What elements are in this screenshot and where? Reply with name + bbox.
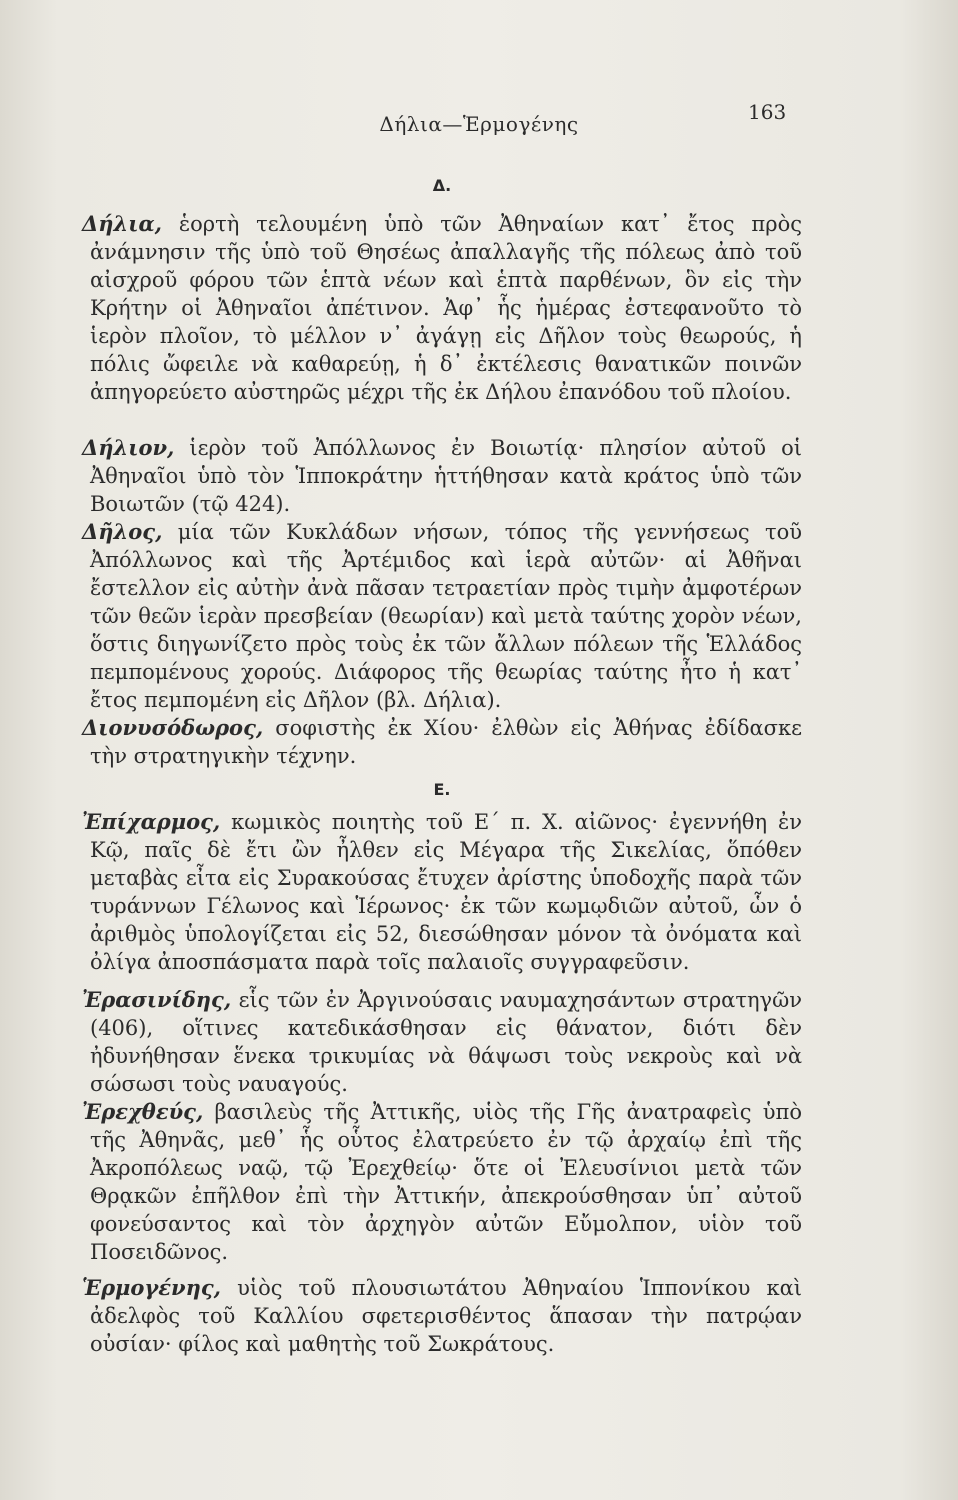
- entry-delia: [82, 210, 802, 406]
- entry-delos: [82, 518, 802, 714]
- section-letter-delta: Δ.: [432, 176, 452, 195]
- entry-text: υἱὸς τοῦ πλουσιωτάτου Ἀθηναίου Ἱππονίκου καὶ ἀδελφὸς τοῦ Καλλίου σφετερισθέντος ἅπασαν τὴν πατρῴαν οὐσίαν· φίλος καὶ μαθητὴς τοῦ Σωκράτους.: [90, 1276, 802, 1356]
- entry-text: ἑορτὴ τελουμένη ὑπὸ τῶν Ἀθηναίων κατ᾽ ἔτος πρὸς ἀνάμνησιν τῆς ὑπὸ τοῦ Θησέως ἀπαλλαγῆς τῆς πόλεως ἀπὸ τοῦ αἰσχροῦ φόρου τῶν ἑπτὰ νέων καὶ ἑπτὰ παρθένων, ὃν εἰς τὴν Κρήτην οἱ Ἀθηναῖοι ἀπέτινον. Ἀφ᾽ ἧς ἡμέρας ἐστεφανοῦτο τὸ ἱερὸν πλοῖον, τὸ μέλλον ν᾽ ἀγάγῃ εἰς Δῆλον τοὺς θεωρούς, ἡ πόλις ὤφειλε νὰ καθαρεύῃ, ἡ δ᾽ ἐκτέλεσις θανατικῶν ποινῶν ἀπηγορεύετο αὐστηρῶς μέχρι τῆς ἐκ Δήλου ἐπανόδου τοῦ πλοίου.: [90, 212, 802, 404]
- entry-text: κωμικὸς ποιητὴς τοῦ Ε´ π. Χ. αἰῶνος· ἐγεννήθη ἐν Κῷ, παῖς δὲ ἔτι ὢν ἦλθεν εἰς Μέγαρα τῆς Σικελίας, ὅπόθεν μεταβὰς εἶτα εἰς Συρακούσας ἔτυχεν ἀρίστης ὑποδοχῆς παρὰ τῶν τυράννων Γέλωνος καὶ Ἱέρωνος· ἐκ τῶν κωμῳδιῶν αὐτοῦ, ὧν ὁ ἀριθμὸς ὑπολογίζεται εἰς 52, διεσώθησαν μόνον τὰ ὀνόματα καὶ ὀλίγα ἀποσπάσματα παρὰ τοῖς παλαιοῖς συγγραφεῦσιν.: [90, 810, 802, 974]
- entry-text: εἷς τῶν ἐν Ἀργινούσαις ναυμαχησάντων στρατηγῶν (406), οἵτινες κατεδικάσθησαν εἰς θάνατον, διότι δὲν ἠδυνήθησαν ἕνεκα τρικυμίας νὰ θάψωσι τοὺς νεκροὺς καὶ νὰ σώσωσι τοὺς ναυαγούς.: [90, 988, 802, 1096]
- entry-lemma: Δήλια,: [82, 211, 162, 236]
- entry-lemma: Ἐρεχθεύς,: [82, 1099, 204, 1124]
- entry-lemma: Ἐπίχαρμος,: [82, 809, 221, 834]
- entry-hermogenes: [82, 1274, 802, 1358]
- entry-erasinides: [82, 986, 802, 1098]
- entry-erechtheus: [82, 1098, 802, 1266]
- entry-lemma: Διονυσόδωρος,: [82, 715, 264, 740]
- entry-epicharmos: [82, 808, 802, 976]
- entry-text: ἱερὸν τοῦ Ἀπόλλωνος ἐν Βοιωτίᾳ· πλησίον αὐτοῦ οἱ Ἀθηναῖοι ὑπὸ τὸν Ἱπποκράτην ἡττήθησαν κατὰ κράτος ὑπὸ τῶν Βοιωτῶν (τῷ 424).: [90, 436, 802, 516]
- entry-lemma: Δήλιον,: [82, 435, 175, 460]
- entry-lemma: Ἑρμογένης,: [82, 1275, 221, 1300]
- running-head: Δήλια—Ἑρμογένης: [379, 112, 579, 136]
- page-number: 163: [748, 100, 787, 124]
- entry-lemma: Δῆλος,: [82, 519, 163, 544]
- entry-lemma: Ἐρασινίδης,: [82, 987, 232, 1012]
- entry-text: βασιλεὺς τῆς Ἀττικῆς, υἱὸς τῆς Γῆς ἀνατραφεὶς ὑπὸ τῆς Ἀθηνᾶς, μεθ᾽ ἧς οὗτος ἐλατρεύετο ἐν τῷ ἀρχαίῳ ἐπὶ τῆς Ἀκροπόλεως ναῷ, τῷ Ἐρεχθείῳ· ὅτε οἱ Ἐλευσίνιοι μετὰ τῶν Θρᾳκῶν ἐπῆλθον ἐπὶ τὴν Ἀττικήν, ἀπεκρούσθησαν ὑπ᾽ αὐτοῦ φονεύσαντος καὶ τὸν ἀρχηγὸν αὐτῶν Εὔμολπον, υἱὸν τοῦ Ποσειδῶνος.: [90, 1100, 802, 1264]
- entry-text: μία τῶν Κυκλάδων νήσων, τόπος τῆς γεννήσεως τοῦ Ἀπόλλωνος καὶ τῆς Ἀρτέμιδος καὶ ἱερὰ αὐτῶν· αἱ Ἀθῆναι ἔστελλον εἰς αὐτὴν ἀνὰ πᾶσαν τετραετίαν πρὸς τιμὴν ἀμφοτέρων τῶν θεῶν ἱερὰν πρεσβείαν (θεωρίαν) καὶ μετὰ ταύτης χορὸν νέων, ὅστις διηγωνίζετο πρὸς τοὺς ἐκ τῶν ἄλλων πόλεων τῆς Ἑλλάδος πεμπομένους χορούς. Διάφορος τῆς θεωρίας ταύτης ἦτο ἡ κατ᾽ ἔτος πεμπομένη εἰς Δῆλον (βλ. Δήλια).: [90, 520, 802, 712]
- entry-text: σοφιστὴς ἐκ Χίου· ἐλθὼν εἰς Ἀθήνας ἐδίδασκε τὴν στρατηγικὴν τέχνην.: [90, 716, 802, 768]
- entry-dionysodoros: [82, 714, 802, 770]
- section-letter-epsilon: Ε.: [433, 780, 451, 799]
- entry-delion: [82, 434, 802, 518]
